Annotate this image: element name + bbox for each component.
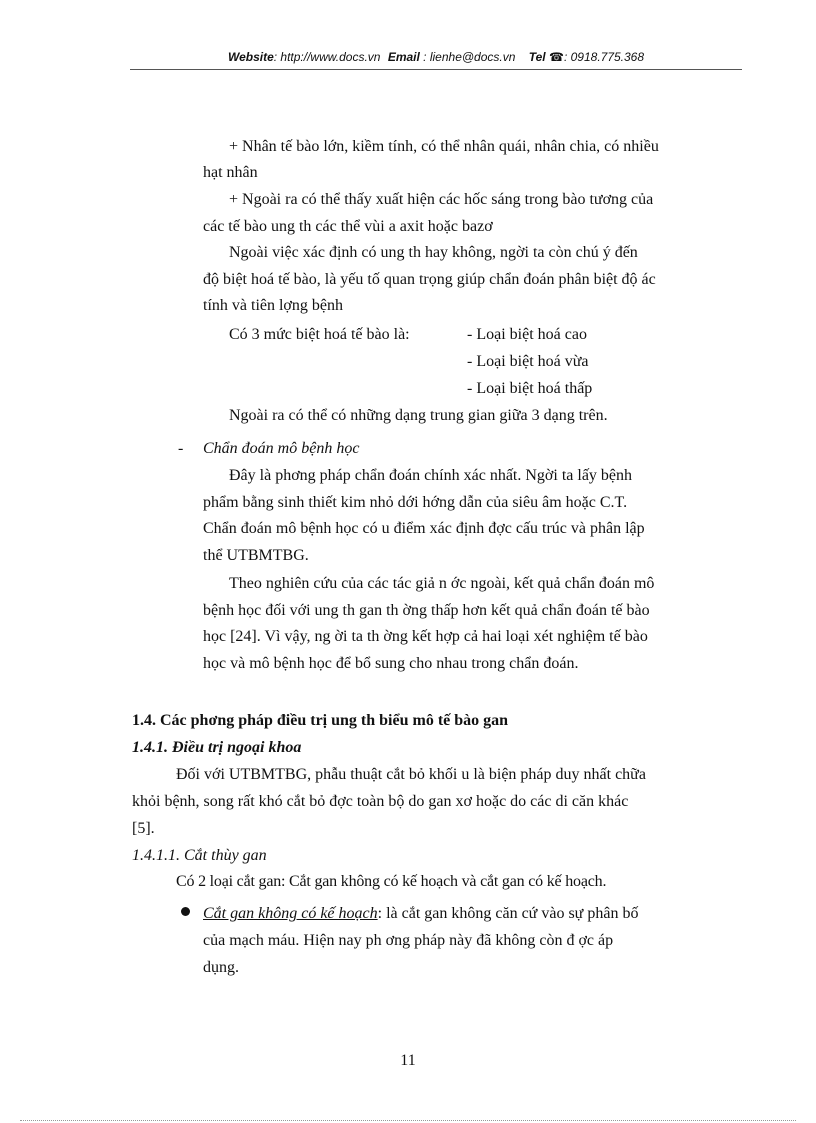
paragraph-research-cont [203, 598, 650, 625]
paragraph-research-cont2 [203, 624, 648, 651]
paragraph-surgery-cont [132, 789, 628, 816]
tel-value: : 0918.775.368 [563, 50, 645, 64]
paragraph-research [229, 571, 654, 598]
line: của mạch máu. Hiện nay ph ơng pháp này đã không còn đ ợc áp [203, 932, 614, 949]
section-heading-1-4 [132, 708, 508, 735]
paragraph-biopsy-end [203, 543, 309, 570]
line: - Loại biệt hoá thấp [467, 380, 593, 397]
website-url: : http://www.docs.vn [273, 50, 381, 64]
differentiation-lead [229, 322, 410, 349]
line: Ngoài ra có thể có những dạng trung gian giữa 3 dạng trên. [229, 407, 608, 424]
paragraph-biopsy-cont2 [203, 516, 645, 543]
line: Ngoài việc xác định có ung th hay không, ngời ta còn chú ý đến [229, 244, 638, 261]
footer-divider [20, 1120, 796, 1121]
paragraph-resection-types [176, 869, 606, 896]
page-number: 11 [400, 1052, 416, 1069]
paragraph-differentiation-end [203, 293, 343, 320]
section-heading-1-4-1-1 [132, 843, 267, 870]
bullet-icon [181, 907, 190, 916]
line: hạt nhân [203, 164, 258, 181]
sub-heading-histopathology [203, 436, 359, 463]
line: thể UTBMTBG. [203, 547, 309, 564]
line: học và mô bệnh học để bổ sung cho nhau trong chẩn đoán. [203, 655, 579, 672]
paragraph-research-end [203, 651, 578, 678]
line: học [24]. Vì vậy, ng ời ta th ờng kết hợp cả hai loại xét nghiệm tế bào [203, 628, 648, 645]
paragraph-surgery-end [132, 816, 155, 843]
paragraph-biopsy-cont [203, 490, 627, 517]
bullet-term: Cắt gan không có kế hoạch [203, 905, 378, 922]
list-item [467, 322, 587, 349]
website-label: Website [227, 50, 274, 64]
bullet-item-end [203, 955, 239, 982]
line: + Nhân tế bào lớn, kiềm tính, có thể nhân quái, nhân chia, có nhiều [229, 138, 659, 155]
line: - Loại biệt hoá vừa [467, 353, 589, 370]
paragraph-nucleus [229, 134, 740, 161]
header-divider [130, 69, 742, 70]
line: độ biệt hoá tế bào, là yếu tố quan trọng giúp chẩn đoán phân biệt độ ác [203, 271, 656, 288]
paragraph-nucleus-cont [203, 160, 258, 187]
line: khỏi bệnh, song rất khó cắt bỏ đợc toàn bộ do gan xơ hoặc do các di căn khác [132, 793, 629, 810]
phone-icon: ☎ [549, 50, 564, 64]
email-label: Email [387, 50, 420, 64]
line: : là cắt gan không căn cứ vào sự phân bố [377, 905, 639, 922]
line: Có 2 loại cắt gan: Cắt gan không có kế hoạch và cắt gan có kế hoạch. [176, 873, 607, 890]
line: dụng. [203, 959, 239, 976]
line: Có 3 mức biệt hoá tế bào là: [229, 326, 410, 343]
email-value: : lienhe@docs.vn [423, 50, 516, 64]
paragraph-intermediate [229, 403, 608, 430]
line: tính và tiên lợng bệnh [203, 297, 343, 314]
line: Đây là phơng pháp chẩn đoán chính xác nhất. Ngời ta lấy bệnh [229, 467, 633, 484]
tel-label: Tel [528, 50, 546, 64]
paragraph-differentiation-cont [203, 267, 656, 294]
dash-marker: - [178, 440, 184, 457]
line: - Loại biệt hoá cao [467, 326, 587, 343]
line: [5]. [132, 820, 155, 837]
list-item [467, 349, 589, 376]
line: phẩm bằng sinh thiết kim nhỏ dới hớng dẫn của siêu âm hoặc C.T. [203, 494, 628, 511]
line: Chẩn đoán mô bệnh học có u điểm xác định đợc cấu trúc và phân lập [203, 520, 645, 537]
line: 1.4.1. Điều trị ngoại khoa [132, 739, 302, 756]
paragraph-surgery [176, 762, 646, 789]
bullet-item-cont [203, 928, 613, 955]
line: 1.4. Các phơng pháp điều trị ung th biểu mô tế bào gan [132, 712, 509, 729]
line: bệnh học đối với ung th gan th ờng thấp hơn kết quả chẩn đoán tế bào [203, 602, 650, 619]
paragraph-differentiation [229, 240, 638, 267]
list-item [467, 376, 592, 403]
paragraph-vacuoles [229, 187, 653, 214]
paragraph-biopsy [229, 463, 632, 490]
line: Theo nghiên cứu của các tác giả n ớc ngoài, kết quả chẩn đoán mô [229, 575, 655, 592]
line: Đối với UTBMTBG, phẫu thuật cắt bỏ khối u là biện pháp duy nhất chữa [176, 766, 646, 783]
line: + Ngoài ra có thể thấy xuất hiện các hốc sáng trong bào tương của [229, 191, 654, 208]
paragraph-vacuoles-cont [203, 214, 493, 241]
bullet-item-unplanned [203, 901, 638, 928]
page-header [130, 50, 742, 64]
line: 1.4.1.1. Cắt thùy gan [132, 847, 267, 864]
line: các tế bào ung th các thể vùi a axit hoặc bazơ [203, 218, 493, 235]
section-heading-1-4-1 [132, 735, 301, 762]
line: Chẩn đoán mô bệnh học [203, 440, 360, 457]
